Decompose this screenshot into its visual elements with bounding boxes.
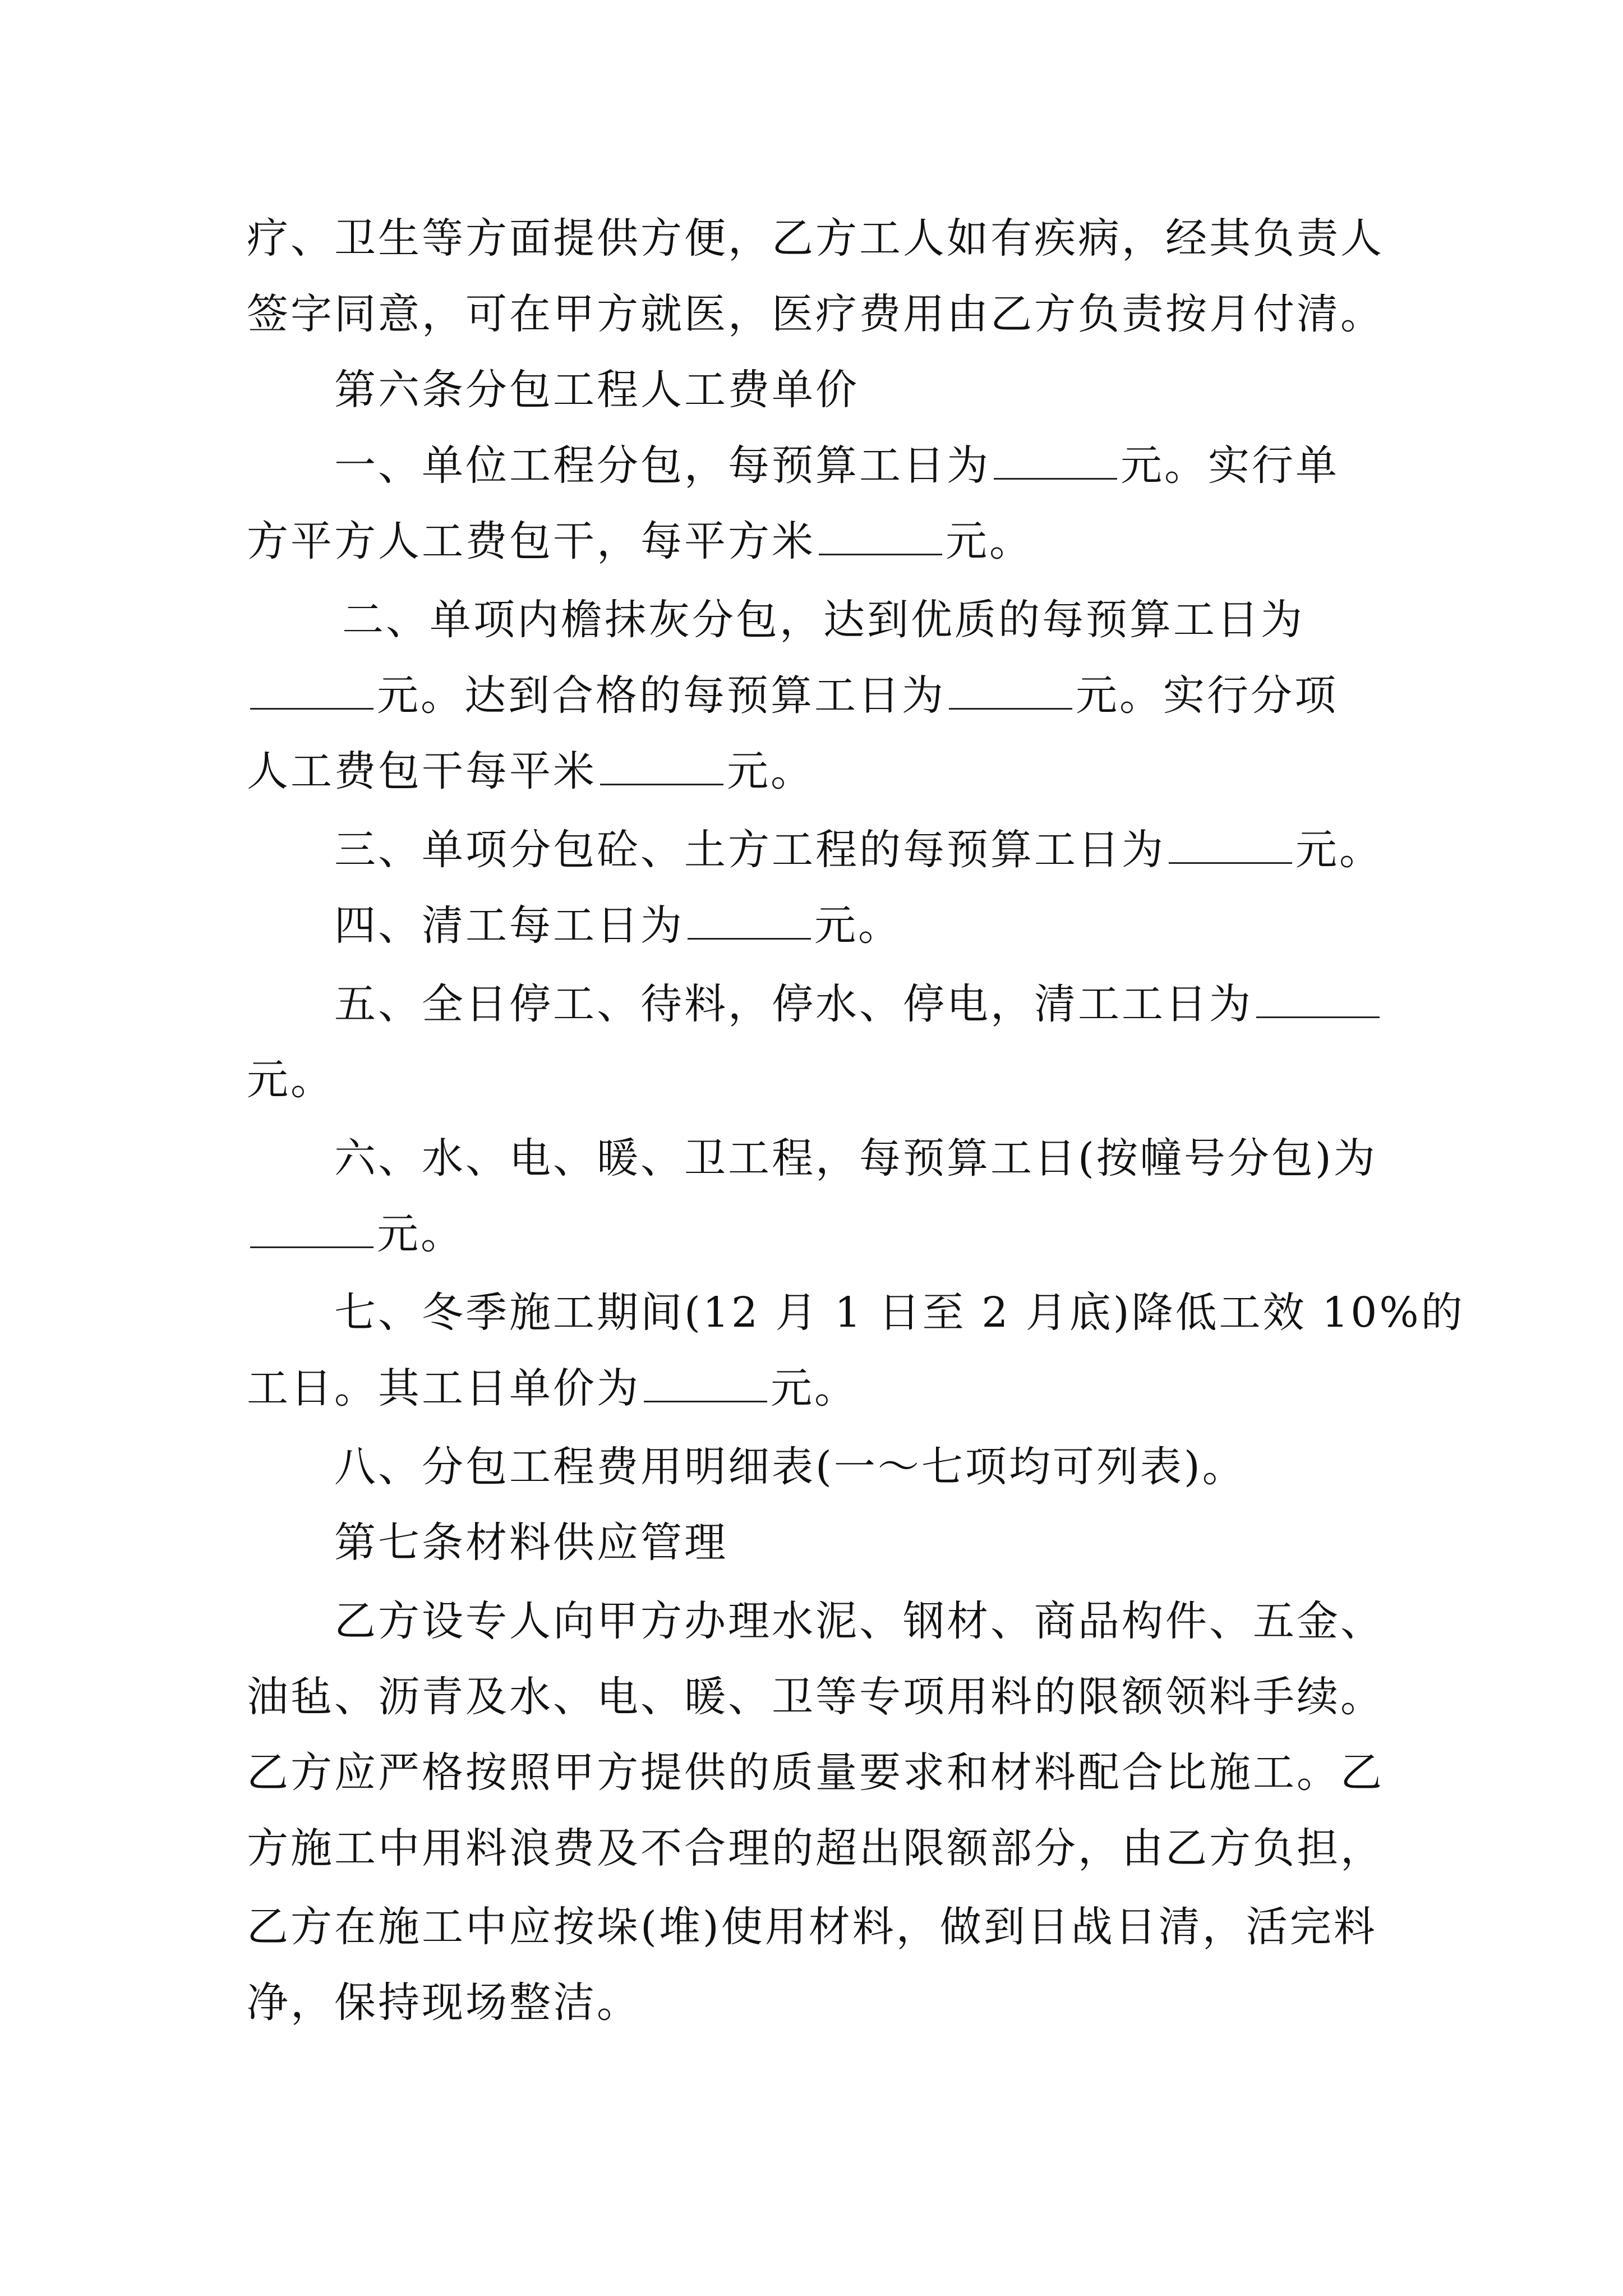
paragraph-line: 疗、卫生等方面提供方便，乙方工人如有疾病，经其负责人 — [247, 214, 1384, 263]
paragraph-line: 乙方设专人向甲方办理水泥、钢材、商品构件、五金、 — [334, 1597, 1384, 1645]
paragraph-line: 一、单位工程分包，每预算工日为 元。实行单 — [334, 438, 1478, 494]
paragraph-line: 元。 — [247, 1056, 334, 1104]
paragraph-line: 净，保持现场整洁。 — [247, 1978, 640, 2027]
paragraph-line: 三、单项分包砼、土方工程的每预算工日为 元。 — [334, 822, 1478, 878]
paragraph-line: 二、单项内檐抹灰分包，达到优质的每预算工日为 — [342, 596, 1304, 644]
fill-in-blank — [949, 669, 1072, 710]
fill-in-blank — [1256, 977, 1380, 1018]
paragraph-line: 八、分包工程费用明细表(一～七项均可列表)。 — [334, 1443, 1246, 1491]
paragraph-line: 七、冬季施工期间(12 月 1 日至 2 月底)降低工效 10%的 — [334, 1289, 1465, 1337]
section-heading: 第七条材料供应管理 — [334, 1519, 728, 1567]
fill-in-blank — [994, 439, 1117, 480]
paragraph-line: 元。达到合格的每预算工日为 元。实行分项 — [247, 668, 1391, 724]
paragraph-line: 方施工中用料浪费及不合理的超出限额部分，由乙方负担， — [247, 1824, 1384, 1872]
fill-in-blank — [600, 744, 723, 785]
fill-in-blank — [819, 514, 942, 555]
fill-in-blank — [250, 1207, 374, 1248]
section-heading: 第六条分包工程人工费单价 — [334, 366, 859, 414]
fill-in-blank — [250, 669, 374, 710]
fill-in-blank — [1169, 823, 1292, 864]
paragraph-line: 方平方人工费包干，每平方米 元。 — [247, 513, 1391, 569]
paragraph-line: 油毡、沥青及水、电、暖、卫等专项用料的限额领料手续。 — [247, 1673, 1384, 1721]
paragraph-line: 六、水、电、暖、卫工程，每预算工日(按幢号分包)为 — [334, 1134, 1377, 1182]
fill-in-blank — [644, 1361, 767, 1402]
paragraph-line: 工日。其工日单价为 元。 — [247, 1360, 1391, 1416]
paragraph-line: 签字同意，可在甲方就医，医疗费用由乙方负责按月付清。 — [247, 290, 1384, 338]
paragraph-line: 乙方应严格按照甲方提供的质量要求和材料配合比施工。乙 — [247, 1749, 1384, 1797]
paragraph-line: 元。 — [247, 1206, 1391, 1262]
paragraph-line: 四、清工每工日为 元。 — [334, 898, 1478, 954]
paragraph-line: 乙方在施工中应按垛(堆)使用材料，做到日战日清，活完料 — [247, 1903, 1377, 1951]
fill-in-blank — [688, 899, 811, 940]
paragraph-line: 五、全日停工、待料，停水、停电，清工工日为 — [334, 976, 1478, 1032]
paragraph-line: 人工费包干每平米 元。 — [247, 743, 1391, 799]
